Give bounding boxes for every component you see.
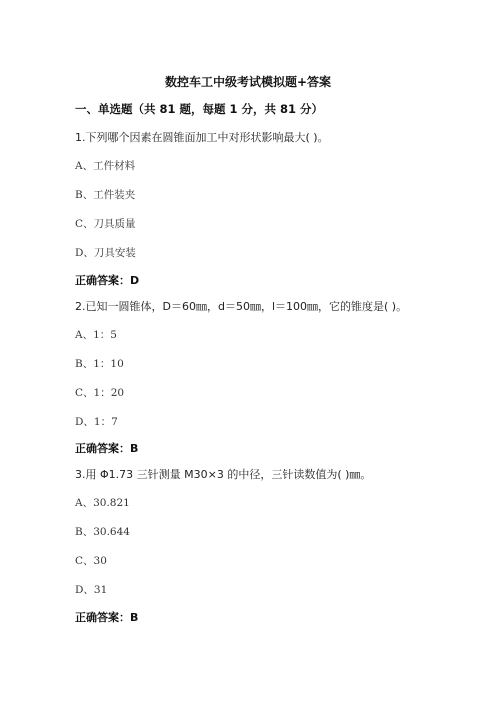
question-3-text: 3.用 Φ1.73 三针测量 M30×3 的中径，三针读数值为( )㎜。 <box>75 468 372 481</box>
question-1-option-a: A、工件材料 <box>75 160 136 172</box>
question-3-option-c: C、30 <box>75 555 107 567</box>
section-heading: 一、单选题（共 81 题，每题 1 分，共 81 分） <box>75 102 324 116</box>
question-1-option-d: D、刀具安装 <box>75 247 136 259</box>
question-3-option-b: B、30.644 <box>75 526 130 538</box>
question-2-option-a: A、1：5 <box>75 329 117 341</box>
question-1-option-c: C、刀具质量 <box>75 218 136 230</box>
question-3-answer: 正确答案：B <box>75 611 139 624</box>
question-1-answer: 正确答案：D <box>75 274 140 287</box>
question-3-option-d: D、31 <box>75 584 108 596</box>
question-2-answer: 正确答案：B <box>75 442 139 455</box>
question-3-option-a: A、30.821 <box>75 497 130 509</box>
question-2-option-d: D、1：7 <box>75 416 118 428</box>
question-1-option-b: B、工件装夹 <box>75 189 136 201</box>
question-1-text: 1.下列哪个因素在圆锥面加工中对形状影响最大( )。 <box>75 131 329 144</box>
question-2-text: 2.已知一圆锥体，D＝60㎜，d＝50㎜，l＝100㎜，它的锥度是( )。 <box>75 300 408 313</box>
question-2-option-b: B、1：10 <box>75 358 124 370</box>
document-title: 数控车工中级考试模拟题+答案 <box>164 75 332 89</box>
question-2-option-c: C、1：20 <box>75 387 125 399</box>
